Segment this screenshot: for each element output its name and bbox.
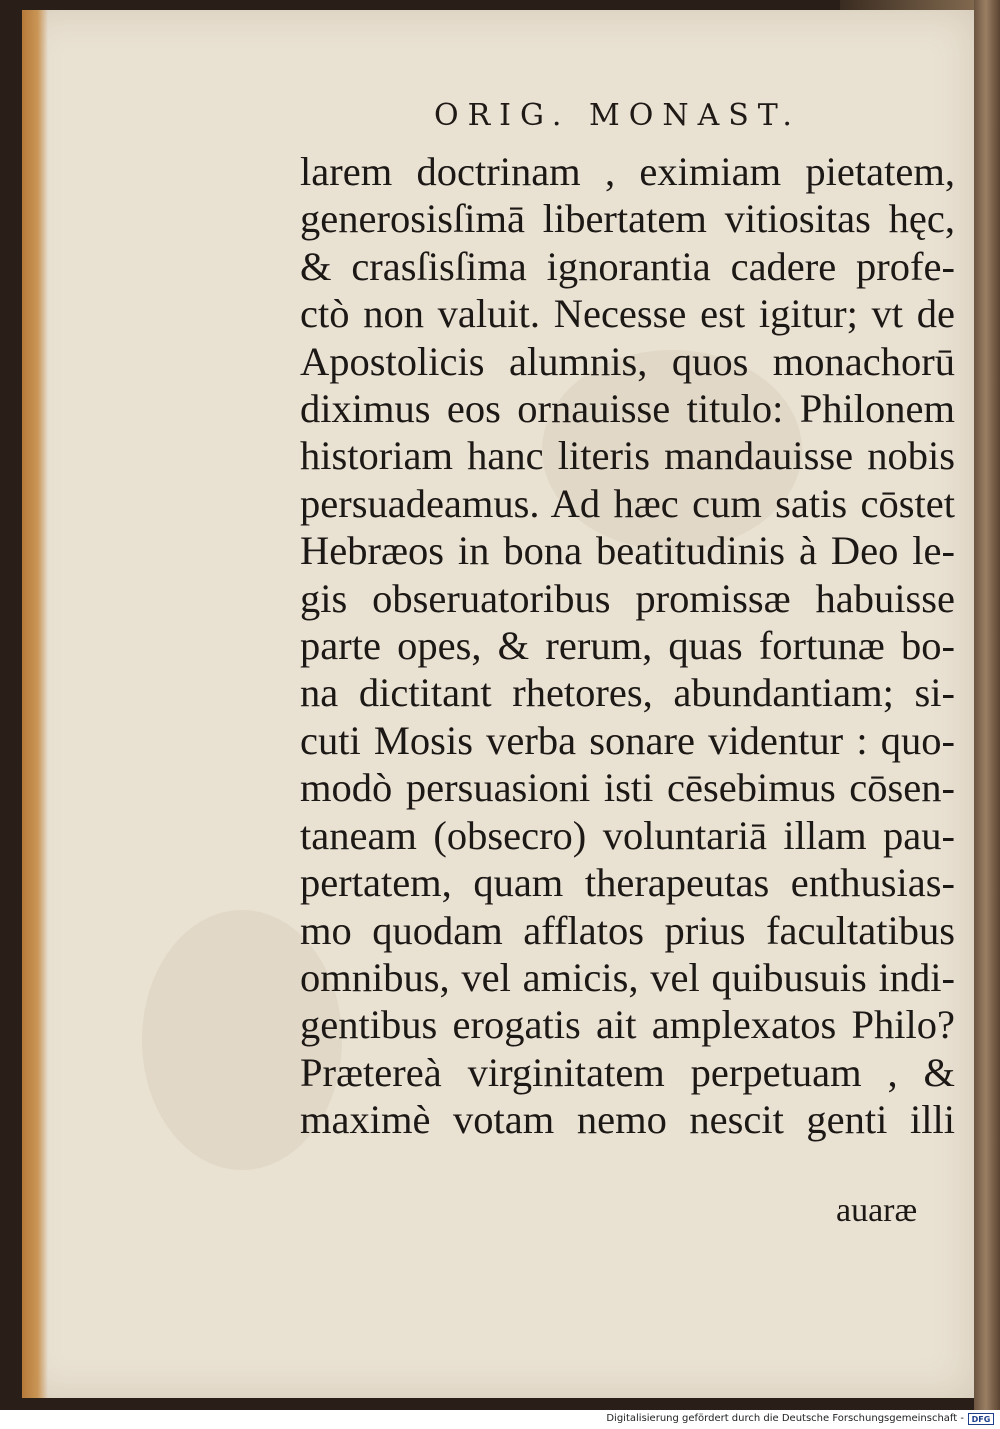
text-line: Hebræos in bona beatitudinis à Deo le- — [300, 528, 955, 574]
text-line: parte opes, & rerum, quas fortunæ bo- — [300, 623, 955, 669]
catchword: auaræ — [836, 1192, 918, 1229]
footer-bar — [0, 1410, 1000, 1429]
digitization-credit: Digitalisierung gefördert durch die Deutsche Forschungsgemeinschaft - — [606, 1413, 964, 1424]
text-line: diximus eos ornauisse titulo: Philonem — [300, 386, 955, 432]
text-line: larem doctrinam , eximiam pietatem, — [300, 149, 955, 194]
text-line: ctò non valuit. Necesse est igitur; vt de — [300, 291, 955, 337]
text-line: mo quodam afflatos prius facultatibus — [300, 907, 955, 953]
text-line: generosisſimā libertatem vitiositas hęc, — [300, 196, 955, 242]
text-line: Apostolicis alumnis, quos monachorū — [300, 338, 955, 384]
text-line: cuti Mosis verba sonare videntur : quo- — [300, 717, 955, 763]
text-line: modò persuasioni isti cēsebimus cōsen- — [300, 765, 955, 811]
text-line: na dictitant rhetores, abundantiam; si- — [300, 670, 955, 716]
running-head: ORIG. MONAST. — [434, 98, 801, 133]
body-text — [300, 148, 960, 1144]
text-line: maximè votam nemo nescit genti illi — [300, 1097, 955, 1143]
text-line: persuadeamus. Ad hæc cum satis cōstet — [300, 480, 955, 526]
book-edge-right — [974, 0, 1000, 1410]
text-line: & crasſisſima ignorantia cadere profe- — [300, 243, 955, 289]
text-line: gis obseruatoribus promissæ habuisse — [300, 575, 955, 621]
page-gutter — [22, 10, 48, 1398]
text-line: historiam hanc literis mandauisse nobis — [300, 433, 955, 479]
text-line: pertatem, quam therapeutas enthusias- — [300, 860, 955, 906]
text-line: Prætereà virginitatem perpetuam , & — [300, 1049, 955, 1095]
text-line: omnibus, vel amicis, vel quibusuis indi- — [300, 954, 955, 1000]
text-line: gentibus erogatis ait amplexatos Philo? — [300, 1002, 955, 1048]
text-line: taneam (obsecro) voluntariā illam pau- — [300, 812, 955, 858]
dfg-logo: DFG — [968, 1413, 994, 1425]
